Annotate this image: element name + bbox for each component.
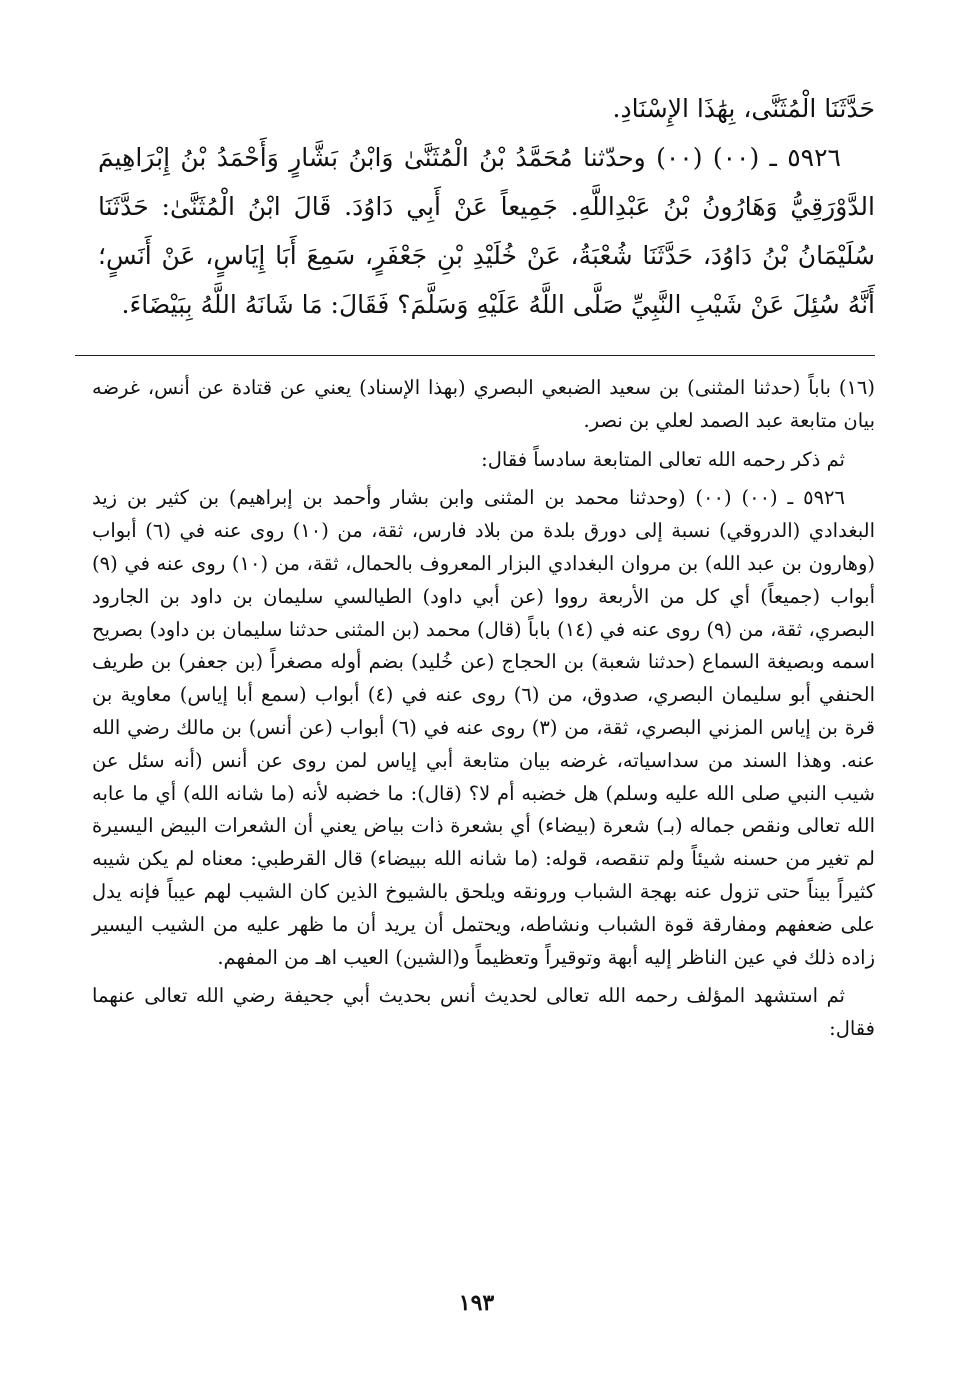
commentary-block <box>92 372 875 1052</box>
footnote-divider <box>75 355 875 356</box>
commentary-paragraph-3: ٥٩٢٦ ـ (٠٠) (٠٠) (وحدثنا محمد بن المثنى وابن بشار وأحمد بن إبراهيم) بن كثير بن زيد البغدادي (الدروقي) نسبة إلى دورق بلدة من بلاد فارس، ثقة، من (١٠) روى عنه في (٦) أبواب (وهارون بن عبد الله) بن مروان البغدادي البزار المعروف بالحمال، ثقة، من (١٠) روى عنه في (٩) أبواب (جميعاً) أي كل من الأربعة رووا (عن أبي داود) الطيالسي سليمان بن داود بن الجارود البصري، ثقة، من (٩) روى عنه في (١٤) باباً (قال) محمد (بن المثنى حدثنا سليمان بن داود) بصريح اسمه وبصيغة السماع (حدثنا شعبة) بن الحجاج (عن خُليد) بضم أوله مصغراً (بن جعفر) بن طريف الحنفي أبو سليمان البصري، صدوق، من (٦) روى عنه في (٤) أبواب (سمع أبا إياس) معاوية بن قرة بن إياس المزني البصري، ثقة، من (٣) روى عنه في (٦) أبواب (عن أنس) بن مالك رضي الله عنه. وهذا السند من سداسياته، غرضه بيان متابعة أبي إياس لمن روى عن أنس (أنه سئل عن شيب النبي صلى الله عليه وسلم) هل خضبه أم لا؟ (قال): ما خضبه لأنه (ما شانه الله) أي ما عابه الله تعالى ونقص جماله (بـ) شعرة (بيضاء) أي بشعرة ذات بياض يعني أن الشعرات البيض اليسيرة لم تغير من حسنه شيئاً ولم تنقصه، قوله: (ما شانه الله ببيضاء) قال القرطبي: معناه لم يكن شيبه كثيراً بيناً حتى تزول عنه بهجة الشباب ورونقه ويلحق بالشيوخ الذين كان الشيب لهم عيباً فإنه يدل على ضعفهم ومفارقة قوة الشباب ونشاطه، ويحتمل أن يريد أن ما ظهر عليه من الشيب اليسير زاده ذلك في عين الناظر إليه أبهة وتوقيراً وتعظيماً و(الشين) العيب اهـ من المفهم. <box>92 486 876 969</box>
hadith-intro-line: حَدَّثَنَا الْمُثَنَّى، بِهَٰذَا الإِسْنَادِ. <box>612 94 875 123</box>
hadith-paragraph: ٥٩٢٦ ـ (٠٠) (٠٠) وحدّثنا مُحَمَّدُ بْنُ الْمُثَنَّىٰ وَابْنُ بَشَّارٍ وَأَحْمَدُ بْنُ إِبْرَاهِيمَ الدَّوْرَقِيُّ وَهَارُونُ بْنُ عَبْدِاللَّهِ. جَمِيعاً عَنْ أَبِي دَاوُدَ. قَالَ ابْنُ الْمُثَنَّىٰ: حَدَّثَنَا سُلَيْمَانُ بْنُ دَاوُدَ، حَدَّثَنَا شُعْبَةُ، عَنْ خُلَيْدِ بْنِ جَعْفَرٍ، سَمِعَ أَبَا إِيَاسٍ، عَنْ أَنَسٍ؛ أَنَّهُ سُئِلَ عَنْ شَيْبِ النَّبِيِّ صَلَّى اللَّهُ عَلَيْهِ وَسَلَّمَ؟ فَقَالَ: مَا شَانَهُ اللَّهُ بِبَيْضَاءَ. <box>98 143 875 319</box>
page-number: ١٩٣ <box>458 1290 495 1316</box>
hadith-text-block <box>98 84 875 329</box>
commentary-paragraph-2: ثم ذكر رحمه الله تعالى المتابعة سادساً فقال: <box>481 447 845 471</box>
commentary-paragraph-4: ثم استشهد المؤلف رحمه الله تعالى لحديث أنس بحديث أبي جحيفة رضي الله تعالى عنهما فقال: <box>92 984 875 1041</box>
commentary-paragraph-1: (١٦) باباً (حدثنا المثنى) بن سعيد الضبعي البصري (بهذا الإسناد) يعني عن قتادة عن أنس، غرضه بيان متابعة عبد الصمد لعلي بن نصر. <box>92 376 875 432</box>
